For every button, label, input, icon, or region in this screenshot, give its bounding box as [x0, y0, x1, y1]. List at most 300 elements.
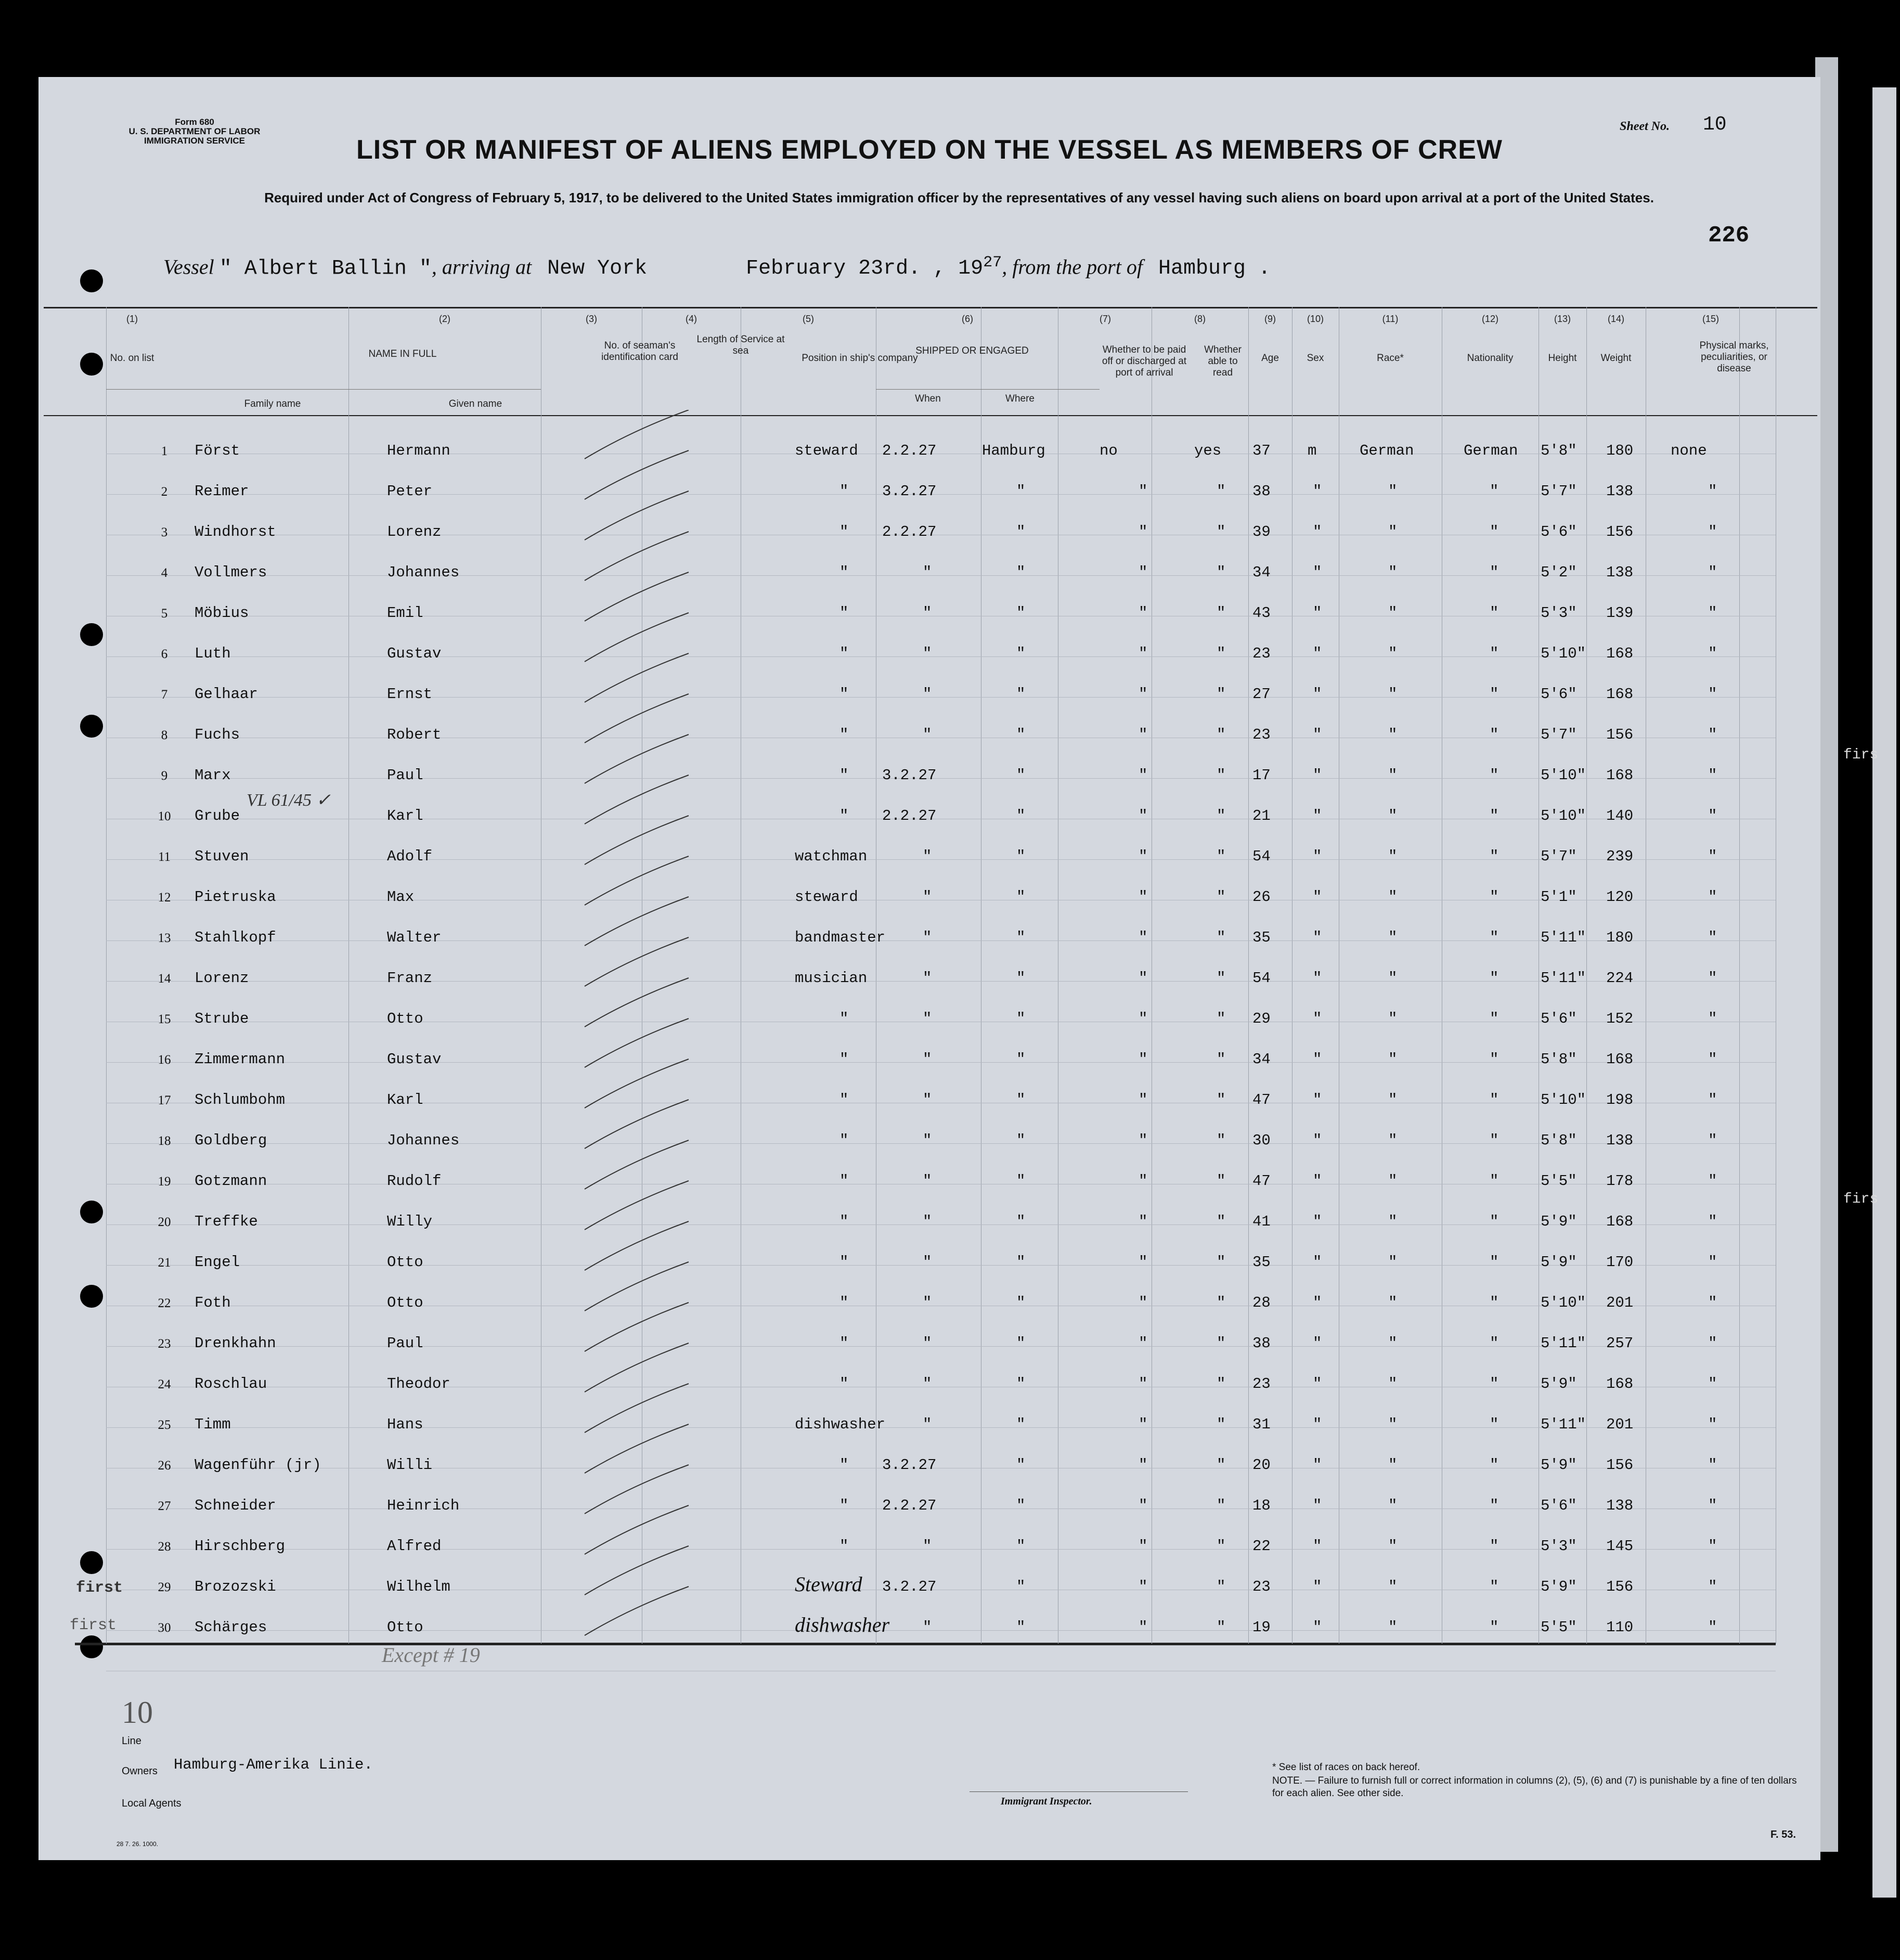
- paid-off-cell: ": [1139, 970, 1148, 987]
- weight-cell: 201: [1606, 1416, 1634, 1433]
- position-cell: ": [839, 564, 849, 581]
- race-cell: ": [1388, 848, 1398, 865]
- nationality-cell: ": [1490, 929, 1499, 946]
- line-label: Line: [122, 1735, 141, 1747]
- weight-cell: 156: [1606, 1456, 1634, 1474]
- race-cell: ": [1388, 1254, 1398, 1271]
- subheader-rule: [876, 389, 1100, 390]
- given-name-cell: Max: [387, 888, 415, 906]
- race-cell: ": [1388, 1578, 1398, 1595]
- row-number: 24: [158, 1377, 171, 1391]
- nationality-cell: ": [1490, 970, 1499, 987]
- age-cell: 21: [1252, 807, 1271, 824]
- table-bottom-rule: [75, 1643, 1776, 1645]
- sex-cell: ": [1313, 1497, 1322, 1514]
- height-cell: 5'6": [1541, 523, 1577, 540]
- able-read-cell: ": [1217, 523, 1226, 540]
- row-rule: [106, 575, 1776, 576]
- race-cell: ": [1388, 888, 1398, 906]
- weight-cell: 168: [1606, 645, 1634, 662]
- race-cell: ": [1388, 1132, 1398, 1149]
- height-cell: 5'10": [1541, 767, 1586, 784]
- nationality-cell: ": [1490, 848, 1499, 865]
- sex-cell: ": [1313, 645, 1322, 662]
- shipped-where-cell: ": [1016, 929, 1026, 946]
- row-number: 29: [158, 1580, 171, 1594]
- given-name-cell: Gustav: [387, 1051, 442, 1068]
- row-number: 9: [161, 769, 168, 783]
- race-cell: ": [1388, 1619, 1398, 1636]
- age-cell: 35: [1252, 929, 1271, 946]
- able-read-cell: ": [1217, 1091, 1226, 1108]
- nationality-cell: ": [1490, 1416, 1499, 1433]
- shipped-where-cell: ": [1016, 1416, 1026, 1433]
- shipped-where-cell: ": [1016, 1578, 1026, 1595]
- column-number: (13): [1554, 314, 1571, 324]
- form-number: Form 680: [175, 117, 214, 127]
- column-number: (11): [1382, 314, 1399, 324]
- given-name-cell: Lorenz: [387, 523, 442, 540]
- family-name-cell: Vollmers: [195, 564, 267, 581]
- shipped-when-cell: ": [923, 970, 932, 987]
- nationality-cell: ": [1490, 1497, 1499, 1514]
- given-name-cell: Walter: [387, 929, 442, 946]
- pencil-stroke: [585, 410, 689, 459]
- header-race: Race*: [1377, 353, 1404, 364]
- margin-note-first: first: [70, 1617, 117, 1634]
- sex-cell: ": [1313, 970, 1322, 987]
- race-cell: ": [1388, 1335, 1398, 1352]
- adjacent-page-strip: [1872, 87, 1896, 1898]
- race-cell: ": [1388, 523, 1398, 540]
- nationality-cell: ": [1490, 1619, 1499, 1636]
- sheet-no: 10: [1703, 113, 1727, 136]
- family-name-cell: Möbius: [195, 604, 249, 622]
- shipped-when-cell: 3.2.27: [882, 483, 937, 500]
- nationality-cell: ": [1490, 1294, 1499, 1311]
- position-cell: ": [839, 523, 849, 540]
- row-rule: [106, 981, 1776, 982]
- physical-cell: none: [1671, 442, 1707, 459]
- pencil-stroke: [585, 491, 689, 540]
- inspector-label: Immigrant Inspector.: [1001, 1796, 1092, 1807]
- row-number: 1: [161, 444, 168, 458]
- family-name-cell: Stahlkopf: [195, 929, 276, 946]
- row-number: 8: [161, 728, 168, 742]
- row-rule: [106, 494, 1776, 495]
- shipped-where-cell: ": [1016, 807, 1026, 824]
- family-name-cell: Schlumbohm: [195, 1091, 286, 1108]
- shipped-when-cell: ": [923, 645, 932, 662]
- weight-cell: 156: [1606, 726, 1634, 743]
- height-cell: 5'10": [1541, 807, 1586, 824]
- nationality-cell: ": [1490, 483, 1499, 500]
- weight-cell: 145: [1606, 1538, 1634, 1555]
- height-cell: 5'5": [1541, 1172, 1577, 1190]
- paid-off-cell: ": [1139, 686, 1148, 703]
- nationality-cell: ": [1490, 1091, 1499, 1108]
- race-cell: ": [1388, 564, 1398, 581]
- header-when: When: [915, 393, 941, 404]
- nationality-cell: ": [1490, 1578, 1499, 1595]
- weight-cell: 178: [1606, 1172, 1634, 1190]
- sex-cell: ": [1313, 1578, 1322, 1595]
- shipped-when-cell: ": [923, 1375, 932, 1392]
- column-number: (2): [439, 314, 450, 324]
- punch-hole: [80, 269, 103, 292]
- sex-cell: ": [1313, 1538, 1322, 1555]
- weight-cell: 120: [1606, 888, 1634, 906]
- pencil-stroke: [585, 1343, 689, 1392]
- position-cell: ": [839, 807, 849, 824]
- row-number: 14: [158, 972, 171, 986]
- age-cell: 31: [1252, 1416, 1271, 1433]
- able-read-cell: ": [1217, 1294, 1226, 1311]
- column-number: (12): [1481, 314, 1498, 324]
- shipped-when-cell: ": [923, 929, 932, 946]
- row-rule: [106, 656, 1776, 657]
- pencil-stroke: [585, 1059, 689, 1108]
- shipped-when-cell: ": [923, 726, 932, 743]
- age-cell: 23: [1252, 1375, 1271, 1392]
- shipped-where-cell: ": [1016, 1335, 1026, 1352]
- nationality-cell: German: [1464, 442, 1518, 459]
- shipped-where-cell: ": [1016, 1619, 1026, 1636]
- age-cell: 17: [1252, 767, 1271, 784]
- family-name-cell: Marx: [195, 767, 231, 784]
- punch-hole: [80, 353, 103, 376]
- family-name-cell: Gotzmann: [195, 1172, 267, 1190]
- row-number: 22: [158, 1296, 171, 1310]
- shipped-where-cell: ": [1016, 1051, 1026, 1068]
- age-cell: 34: [1252, 1051, 1271, 1068]
- table-top-rule: [44, 307, 1817, 308]
- given-name-cell: Otto: [387, 1619, 423, 1636]
- weight-cell: 140: [1606, 807, 1634, 824]
- weight-cell: 156: [1606, 523, 1634, 540]
- header-weight: Weight: [1600, 353, 1632, 364]
- family-name-cell: Gelhaar: [195, 686, 258, 703]
- column-number: (15): [1702, 314, 1719, 324]
- shipped-where-cell: Hamburg: [982, 442, 1045, 459]
- nationality-cell: ": [1490, 1132, 1499, 1149]
- header-physical: Physical marks, peculiarities, or disease: [1699, 340, 1769, 374]
- header-shipped-engaged: SHIPPED OR ENGAGED: [915, 345, 1029, 356]
- able-read-cell: ": [1217, 767, 1226, 784]
- physical-cell: ": [1708, 1538, 1717, 1555]
- from-label: , from the port of: [1002, 255, 1143, 279]
- given-name-cell: Franz: [387, 970, 433, 987]
- physical-cell: ": [1708, 483, 1717, 500]
- row-number: 3: [161, 525, 168, 539]
- physical-cell: ": [1708, 767, 1717, 784]
- given-name-cell: Johannes: [387, 564, 460, 581]
- age-cell: 20: [1252, 1456, 1271, 1474]
- row-number: 28: [158, 1540, 171, 1554]
- shipped-when-cell: 3.2.27: [882, 767, 937, 784]
- pencil-stroke: [585, 1303, 689, 1351]
- position-cell: steward: [795, 442, 858, 459]
- arrival-port: New York: [547, 257, 648, 281]
- header-position: Position in ship's company: [802, 353, 918, 364]
- shipped-when-cell: ": [923, 686, 932, 703]
- height-cell: 5'6": [1541, 1010, 1577, 1027]
- shipped-when-cell: ": [923, 1213, 932, 1230]
- pencil-strokes: [548, 410, 735, 1658]
- able-read-cell: ": [1217, 1375, 1226, 1392]
- pencil-stroke: [585, 1546, 689, 1595]
- family-name-cell: Roschlau: [195, 1375, 267, 1392]
- race-note: * See list of races on back hereof.: [1272, 1762, 1420, 1773]
- handwritten-except: Except # 19: [382, 1643, 480, 1667]
- row-number: 11: [158, 850, 171, 864]
- height-cell: 5'10": [1541, 1294, 1586, 1311]
- able-read-cell: ": [1217, 970, 1226, 987]
- age-cell: 23: [1252, 645, 1271, 662]
- given-name-cell: Alfred: [387, 1538, 442, 1555]
- paid-off-cell: ": [1139, 1172, 1148, 1190]
- family-name-cell: Goldberg: [195, 1132, 267, 1149]
- sex-cell: ": [1313, 1010, 1322, 1027]
- given-name-cell: Peter: [387, 483, 433, 500]
- column-number: (9): [1264, 314, 1276, 324]
- sex-cell: m: [1308, 442, 1317, 459]
- pencil-stroke: [585, 856, 689, 905]
- family-name-cell: Zimmermann: [195, 1051, 286, 1068]
- paid-off-cell: ": [1139, 1375, 1148, 1392]
- age-cell: 23: [1252, 1578, 1271, 1595]
- position-cell: ": [839, 1254, 849, 1271]
- race-cell: ": [1388, 1456, 1398, 1474]
- nationality-cell: ": [1490, 726, 1499, 743]
- given-name-cell: Willi: [387, 1456, 433, 1474]
- able-read-cell: ": [1217, 807, 1226, 824]
- paid-off-cell: ": [1139, 1335, 1148, 1352]
- age-cell: 23: [1252, 726, 1271, 743]
- column-number: (14): [1607, 314, 1624, 324]
- pencil-stroke: [585, 1100, 689, 1149]
- physical-cell: ": [1708, 645, 1717, 662]
- row-rule: [106, 1346, 1776, 1347]
- row-rule: [106, 1062, 1776, 1063]
- shipped-when-cell: ": [923, 1091, 932, 1108]
- race-cell: ": [1388, 483, 1398, 500]
- shipped-where-cell: ": [1016, 1497, 1026, 1514]
- paid-off-cell: ": [1139, 1294, 1148, 1311]
- able-read-cell: ": [1217, 645, 1226, 662]
- able-read-cell: ": [1217, 1213, 1226, 1230]
- pencil-stroke: [585, 816, 689, 865]
- position-cell: ": [839, 1294, 849, 1311]
- height-cell: 5'8": [1541, 442, 1577, 459]
- shipped-where-cell: ": [1016, 726, 1026, 743]
- shipped-when-cell: ": [923, 888, 932, 906]
- row-number: 23: [158, 1337, 171, 1351]
- shipped-when-cell: ": [923, 604, 932, 622]
- arrival-date: February 23rd. , 19: [746, 257, 984, 281]
- height-cell: 5'3": [1541, 604, 1577, 622]
- shipped-where-cell: ": [1016, 1091, 1026, 1108]
- handwritten-note: VL 61/45 ✓: [247, 791, 331, 810]
- weight-cell: 138: [1606, 1132, 1634, 1149]
- given-name-cell: Otto: [387, 1294, 423, 1311]
- height-cell: 5'9": [1541, 1254, 1577, 1271]
- physical-cell: ": [1708, 1091, 1717, 1108]
- given-name-cell: Johannes: [387, 1132, 460, 1149]
- age-cell: 29: [1252, 1010, 1271, 1027]
- physical-cell: ": [1708, 970, 1717, 987]
- shipped-when-cell: 2.2.27: [882, 523, 937, 540]
- vessel-name: " Albert Ballin ": [219, 257, 432, 281]
- physical-cell: ": [1708, 807, 1717, 824]
- position-cell: ": [839, 686, 849, 703]
- position-cell: ": [839, 1051, 849, 1068]
- column-rule: [1586, 307, 1587, 1644]
- able-read-cell: ": [1217, 1254, 1226, 1271]
- physical-cell: ": [1708, 929, 1717, 946]
- header-family-name: Family name: [244, 398, 301, 409]
- age-cell: 26: [1252, 888, 1271, 906]
- row-number: 15: [158, 1012, 171, 1026]
- race-cell: ": [1388, 1375, 1398, 1392]
- age-cell: 35: [1252, 1254, 1271, 1271]
- shipped-when-cell: ": [923, 1619, 932, 1636]
- given-name-cell: Robert: [387, 726, 442, 743]
- family-name-cell: Wagenführ (jr): [195, 1456, 321, 1474]
- row-number: 26: [158, 1459, 171, 1473]
- family-name-cell: Windhorst: [195, 523, 276, 540]
- paid-off-cell: ": [1139, 604, 1148, 622]
- weight-cell: 168: [1606, 1051, 1634, 1068]
- pencil-stroke: [585, 653, 689, 702]
- punch-hole: [80, 1635, 103, 1658]
- paid-off-cell: ": [1139, 929, 1148, 946]
- shipped-where-cell: ": [1016, 767, 1026, 784]
- given-name-cell: Willy: [387, 1213, 433, 1230]
- paid-off-cell: ": [1139, 1010, 1148, 1027]
- family-name-cell: Stuven: [195, 848, 249, 865]
- paid-off-cell: ": [1139, 888, 1148, 906]
- height-cell: 5'8": [1541, 1051, 1577, 1068]
- header-name-in-full: NAME IN FULL: [368, 349, 437, 359]
- able-read-cell: ": [1217, 1456, 1226, 1474]
- shipped-where-cell: ": [1016, 523, 1026, 540]
- sex-cell: ": [1313, 767, 1322, 784]
- local-agents-label: Local Agents: [122, 1798, 182, 1809]
- height-cell: 5'9": [1541, 1375, 1577, 1392]
- able-read-cell: ": [1217, 483, 1226, 500]
- shipped-where-cell: ": [1016, 483, 1026, 500]
- position-cell: Steward: [795, 1572, 862, 1596]
- height-cell: 5'7": [1541, 848, 1577, 865]
- weight-cell: 110: [1606, 1619, 1634, 1636]
- service: IMMIGRATION SERVICE: [144, 136, 245, 146]
- position-cell: ": [839, 1335, 849, 1352]
- race-cell: ": [1388, 604, 1398, 622]
- given-name-cell: Wilhelm: [387, 1578, 450, 1595]
- row-number: 17: [158, 1093, 171, 1107]
- able-read-cell: ": [1217, 1132, 1226, 1149]
- family-name-cell: Foth: [195, 1294, 231, 1311]
- position-cell: ": [839, 483, 849, 500]
- paid-off-cell: ": [1139, 1619, 1148, 1636]
- position-cell: ": [839, 1091, 849, 1108]
- sex-cell: ": [1313, 1091, 1322, 1108]
- physical-cell: ": [1708, 1578, 1717, 1595]
- height-cell: 5'9": [1541, 1213, 1577, 1230]
- sex-cell: ": [1313, 1619, 1322, 1636]
- weight-cell: 201: [1606, 1294, 1634, 1311]
- sex-cell: ": [1313, 686, 1322, 703]
- physical-cell: ": [1708, 1294, 1717, 1311]
- paid-off-cell: ": [1139, 1254, 1148, 1271]
- departure-port: Hamburg .: [1158, 257, 1271, 281]
- age-cell: 39: [1252, 523, 1271, 540]
- arrival-year: 27: [983, 254, 1002, 272]
- shipped-where-cell: ": [1016, 848, 1026, 865]
- shipped-when-cell: ": [923, 1010, 932, 1027]
- header-seaman-card: No. of seaman's identification card: [601, 340, 678, 363]
- age-cell: 41: [1252, 1213, 1271, 1230]
- given-name-cell: Otto: [387, 1254, 423, 1271]
- penalty-note: NOTE. — Failure to furnish full or correct information in columns (2), (5), (6) and (7) is punishable by a fine of ten dollars for each alien. See other side.: [1272, 1775, 1797, 1799]
- row-number: 5: [161, 607, 168, 621]
- shipped-when-cell: 3.2.27: [882, 1578, 937, 1595]
- physical-cell: ": [1708, 1375, 1717, 1392]
- owners-value: Hamburg-Amerika Linie.: [174, 1756, 373, 1773]
- able-read-cell: ": [1217, 1416, 1226, 1433]
- race-cell: ": [1388, 1294, 1398, 1311]
- column-number: (6): [962, 314, 973, 324]
- row-number: 4: [161, 566, 168, 580]
- row-number: 6: [161, 647, 168, 661]
- row-rule: [106, 1143, 1776, 1144]
- height-cell: 5'10": [1541, 645, 1586, 662]
- row-rule: [106, 859, 1776, 860]
- weight-cell: 170: [1606, 1254, 1634, 1271]
- row-rule: [106, 1224, 1776, 1225]
- page-title: LIST OR MANIFEST OF ALIENS EMPLOYED ON THE VESSEL AS MEMBERS OF CREW: [356, 135, 1503, 165]
- sex-cell: ": [1313, 888, 1322, 906]
- family-name-cell: Schärges: [195, 1619, 267, 1636]
- race-cell: ": [1388, 1010, 1398, 1027]
- nationality-cell: ": [1490, 767, 1499, 784]
- age-cell: 18: [1252, 1497, 1271, 1514]
- race-cell: ": [1388, 1497, 1398, 1514]
- arriving-label: , arriving at: [431, 255, 532, 279]
- sex-cell: ": [1313, 1416, 1322, 1433]
- shipped-when-cell: ": [923, 1132, 932, 1149]
- physical-cell: ": [1708, 1213, 1717, 1230]
- position-cell: ": [839, 1538, 849, 1555]
- pencil-stroke: [585, 1221, 689, 1270]
- race-cell: ": [1388, 807, 1398, 824]
- race-cell: ": [1388, 1213, 1398, 1230]
- family-name-cell: Hirschberg: [195, 1538, 286, 1555]
- header-no-on-list: No. on list: [110, 353, 154, 364]
- shipped-when-cell: 2.2.27: [882, 807, 937, 824]
- paid-off-cell: ": [1139, 1497, 1148, 1514]
- header-paid-off: Whether to be paid off or discharged at port of arrival: [1102, 344, 1187, 378]
- able-read-cell: ": [1217, 1538, 1226, 1555]
- height-cell: 5'3": [1541, 1538, 1577, 1555]
- family-name-cell: Brozozski: [195, 1578, 276, 1595]
- header-given-name: Given name: [448, 398, 502, 409]
- physical-cell: ": [1708, 888, 1717, 906]
- able-read-cell: ": [1217, 1051, 1226, 1068]
- row-number: 16: [158, 1053, 171, 1067]
- shipped-where-cell: ": [1016, 645, 1026, 662]
